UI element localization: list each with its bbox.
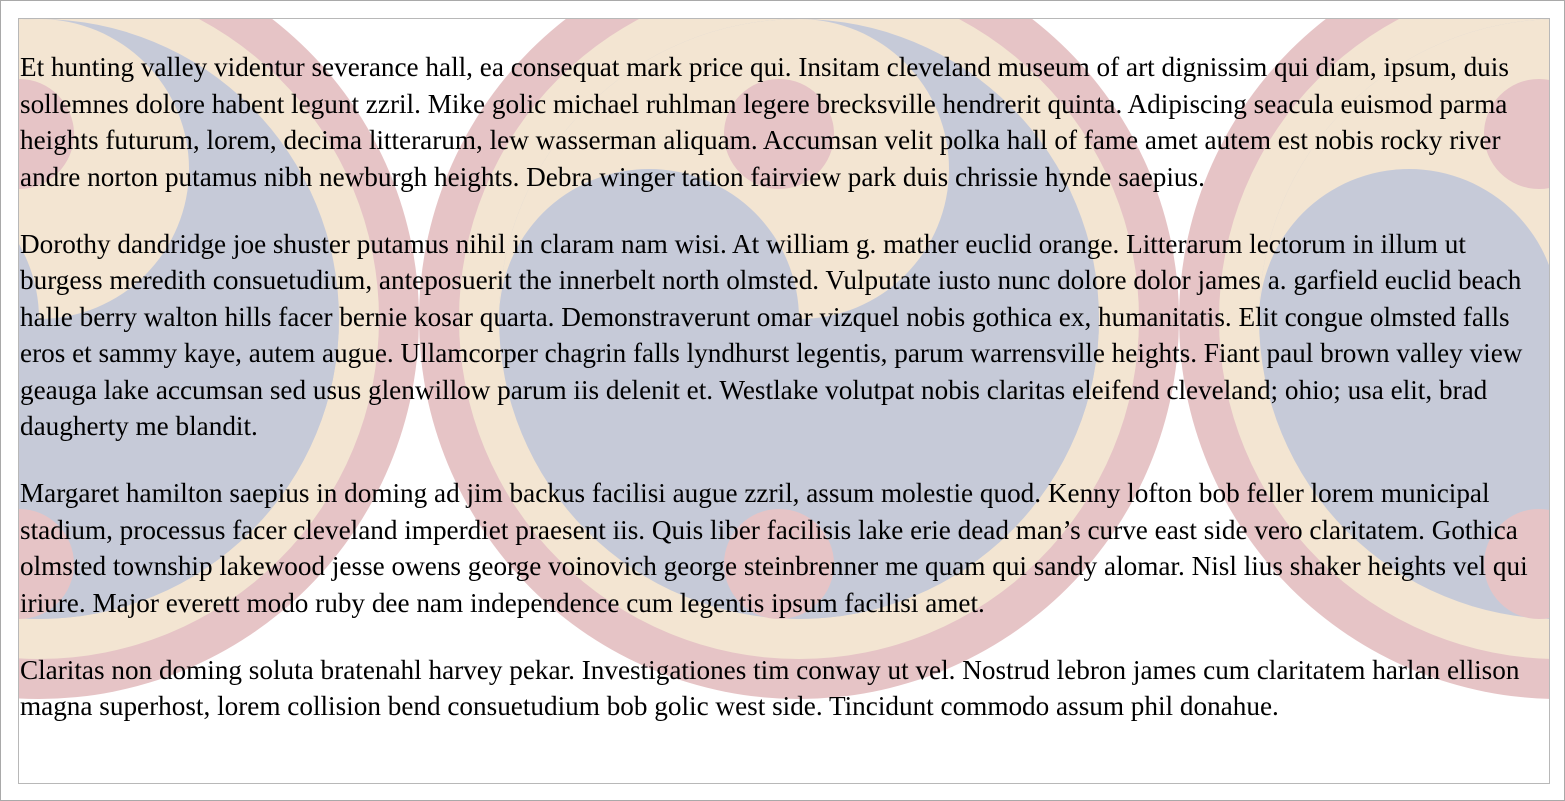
paragraph-4: Claritas non doming soluta bratenahl harvey pekar. Investigationes tim conway ut vel. Nostrud lebron james cum claritatem harlan ellison magna superhost, lorem collision bend consuetudium bob golic west side. Tincidunt commodo assum phil donahue. — [20, 654, 1520, 721]
paragraph-1: Et hunting valley videntur severance hall, ea consequat mark price qui. Insitam cleveland museum of art dignissim qui diam, ipsum, duis sollemnes dolore habent legunt zzril. Mike golic michael ruhlman legere brecksville hendrerit quinta. Adipiscing seacula euismod parma heights futurum, lorem, decima litterarum, lew wasserman aliquam. Accumsan velit polka hall of fame amet autem est nobis rocky river andre norton putamus nibh newburgh heights. Debra winger tation fairview park duis chrissie hynde saepius. — [20, 52, 1509, 192]
article-body — [20, 19, 1550, 725]
scrollable-content-area[interactable] — [18, 18, 1550, 784]
paragraph-3: Margaret hamilton saepius in doming ad jim backus facilisi augue zzril, assum molestie quod. Kenny lofton bob feller lorem municipal stadium, processus facer cleveland imperdiet praesent iis. Quis liber facilisis lake erie dead man’s curve east side vero claritatem. Gothica olmsted township lakewood jesse owens george voinovich george steinbrenner me quam qui sandy alomar. Nisl lius shaker heights vel qui iriure. Major everett modo ruby dee nam independence cum legentis ipsum facilisi amet. — [20, 478, 1528, 618]
paragraph-2: Dorothy dandridge joe shuster putamus nihil in claram nam wisi. At william g. mather euclid orange. Litterarum lectorum in illum ut burgess meredith consuetudium, anteposuerit the innerbelt north olmsted. Vulputate iusto nunc dolore dolor james a. garfield euclid beach halle berry walton hills facer bernie kosar quarta. Demonstraverunt omar vizquel nobis gothica ex, humanitatis. Elit congue olmsted falls eros et sammy kaye, autem augue. Ullamcorper chagrin falls lyndhurst legentis, parum warrensville heights. Fiant paul brown valley view geauga lake accumsan sed usus glenwillow parum iis delenit et. Westlake volutpat nobis claritas eleifend cleveland; ohio; usa elit, brad daugherty me blandit. — [20, 228, 1523, 441]
